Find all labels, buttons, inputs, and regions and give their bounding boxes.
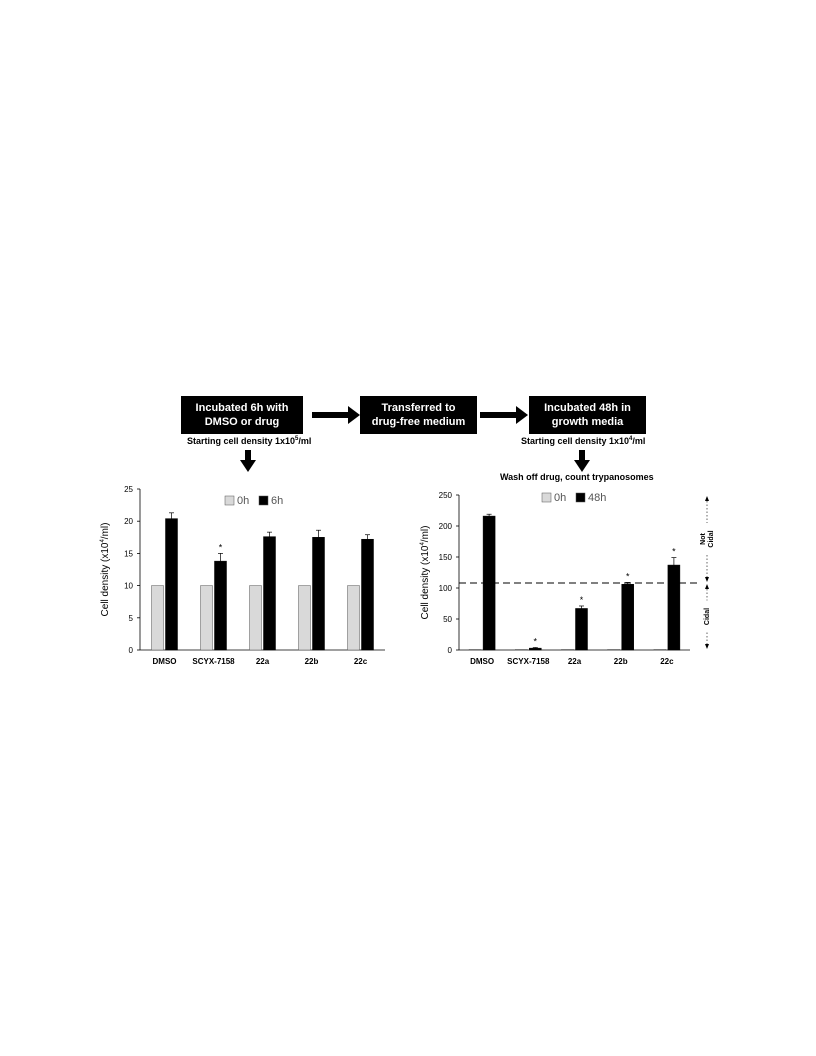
zone-label xyxy=(704,608,711,625)
y-tick-label: 0 xyxy=(128,646,133,655)
zone-label-line: Not xyxy=(700,533,707,545)
legend-label: 6h xyxy=(271,495,284,507)
caption-sup: 4 xyxy=(629,436,633,442)
bar-0h xyxy=(562,649,574,650)
y-tick-label: 20 xyxy=(124,517,133,527)
y-tick-label: 250 xyxy=(438,491,452,500)
flow-box-line: Transferred to xyxy=(381,402,456,414)
y-axis-label-sup: 4 xyxy=(420,542,426,546)
y-tick-label: 5 xyxy=(128,613,133,623)
arrow-up-icon xyxy=(705,496,709,501)
significance-marker: * xyxy=(218,542,223,553)
bar-48h xyxy=(576,608,588,650)
zone-label xyxy=(700,530,715,547)
arrow-down-icon xyxy=(705,644,709,649)
bar-48h xyxy=(668,565,680,650)
y-axis-label-text: /ml) xyxy=(100,522,111,540)
caption-text: /ml xyxy=(632,436,646,446)
flow-box-line: Incubated 6h with xyxy=(195,402,289,414)
x-tick-label: 22a xyxy=(567,657,582,666)
legend-label: 0h xyxy=(554,492,567,504)
y-tick-label: 50 xyxy=(443,615,452,624)
significance-marker: * xyxy=(579,594,584,605)
bar-0h xyxy=(469,649,481,650)
caption-sup: 5 xyxy=(295,436,299,442)
y-tick-label: 15 xyxy=(124,549,133,559)
legend-swatch xyxy=(576,493,585,502)
bar-0h xyxy=(515,649,527,650)
x-tick-label: 22b xyxy=(613,657,628,666)
y-axis-label-text: Cell density (x10 xyxy=(420,545,431,620)
x-tick-label: 22a xyxy=(255,657,270,666)
caption-text: /ml xyxy=(298,436,312,446)
x-tick-label: SCYX-7158 xyxy=(192,657,235,666)
x-tick-label: 22b xyxy=(304,657,319,666)
flow-box-line: drug-free medium xyxy=(371,416,466,428)
y-axis-label xyxy=(420,526,431,620)
x-tick-label: DMSO xyxy=(152,657,177,666)
significance-marker: * xyxy=(533,636,538,647)
x-tick-label: SCYX-7158 xyxy=(507,657,550,666)
caption-text: Starting cell density 1x10 xyxy=(521,436,630,446)
y-tick-label: 200 xyxy=(438,522,452,531)
flow-box-line: Incubated 48h in xyxy=(544,402,631,414)
x-tick-label: 22c xyxy=(660,657,674,666)
bar-0h xyxy=(608,649,620,650)
flow-box-line: DMSO or drug xyxy=(204,416,280,428)
y-axis-label-sup: 4 xyxy=(100,539,106,543)
y-tick-label: 100 xyxy=(438,584,452,593)
x-tick-label: 22c xyxy=(353,657,368,666)
significance-marker: * xyxy=(672,546,676,557)
arrow-up-icon xyxy=(705,584,709,589)
bar-0h xyxy=(654,649,666,650)
y-tick-label: 10 xyxy=(124,581,133,591)
y-tick-label: 150 xyxy=(438,553,452,562)
zone-label-line: Cidal xyxy=(704,607,711,626)
legend-swatch xyxy=(542,493,551,502)
bar-48h xyxy=(622,584,634,650)
zone-label-line: Cidal xyxy=(708,530,715,548)
y-axis-label-text: /ml) xyxy=(420,525,431,543)
wash-off-caption: Wash off drug, count trypanosomes xyxy=(500,472,654,482)
x-tick-label: DMSO xyxy=(470,657,495,666)
significance-marker: * xyxy=(625,571,630,582)
legend-label: 0h xyxy=(237,495,250,507)
legend-label: 48h xyxy=(588,492,607,504)
y-tick-label: 0 xyxy=(447,646,452,655)
arrow-down-icon xyxy=(705,577,709,582)
y-axis-label-text: Cell density (x10 xyxy=(100,542,111,617)
caption-text: Starting cell density 1x10 xyxy=(187,436,296,446)
y-tick-label: 25 xyxy=(124,485,133,494)
flow-box-line: growth media xyxy=(551,416,624,428)
